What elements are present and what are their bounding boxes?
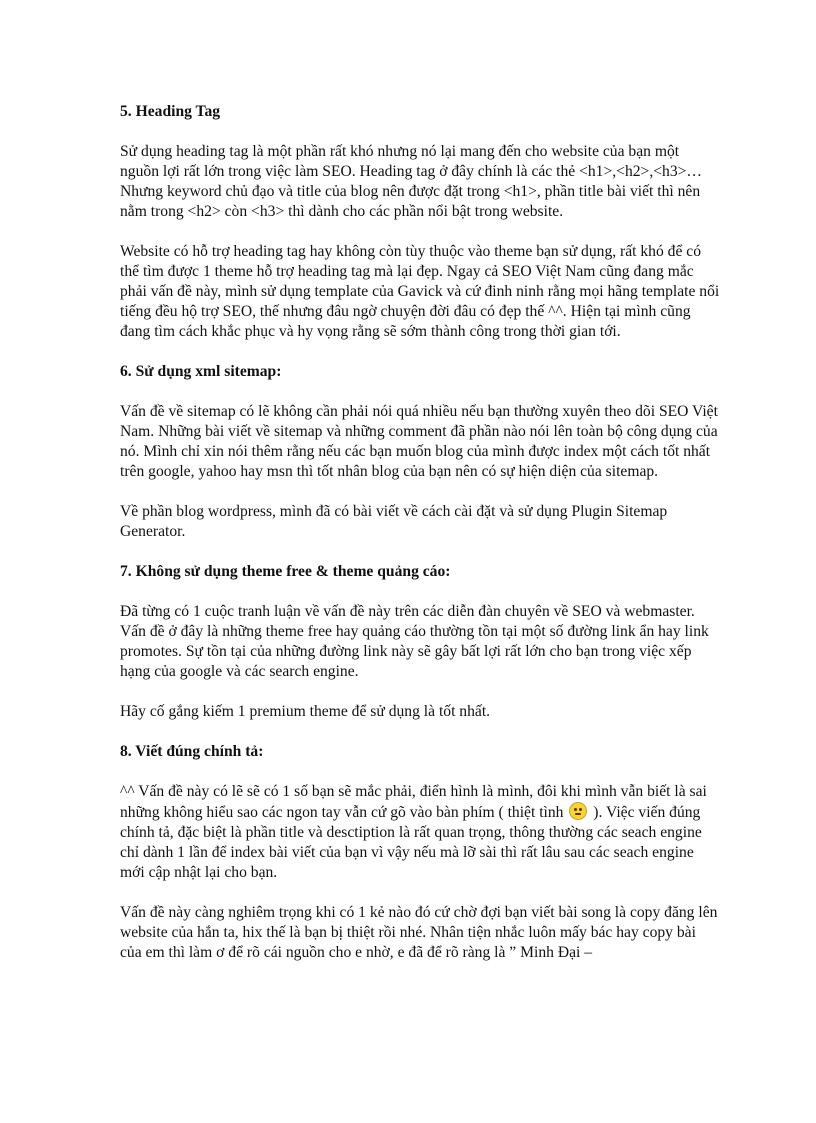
section-heading: 8. Viết đúng chính tả: [120, 743, 264, 760]
section-heading: 5. Heading Tag [120, 103, 221, 120]
paragraph: Về phần blog wordpress, mình đã có bài viết về cách cài đặt và sử dụng Plugin Sitemap Generator. [120, 503, 668, 540]
paragraph: Website có hỗ trợ heading tag hay không còn tùy thuộc vào theme bạn sử dụng, rất khó để có thể tìm được 1 theme hỗ trợ heading tag mà lại đẹp. Ngay cả SEO Việt Nam cũng đang mắc phải vấn đề này, mình sử dụng template của Gavick và cứ đinh ninh rằng mọi hãng template nổi tiếng đều hộ trợ SEO, thế nhưng đâu ngờ chuyện đời đâu có đẹp thế ^^. Hiện tại mình cũng đang tìm cách khắc phục và hy vọng rằng sẽ sớm thành công trong thời gian tới. [120, 243, 720, 340]
paragraph: Đã từng có 1 cuộc tranh luận về vấn đề này trên các diễn đàn chuyên về SEO và webmaster. Vấn đề ở đây là những theme free hay quảng cáo thường tồn tại một số đường link ẩn hay link promotes. Sự tồn tại của những đường link này sẽ gây bất lợi rất lớn cho bạn trong việc xếp hạng của google và các search engine. [120, 603, 709, 680]
paragraph-text-after: ). Việc viến đúng chính tả, đặc biệt là phần title và desctiption là rất quan trọng, thông thường các seach engine chỉ dành 1 lần để index bài viết của bạn vì vậy nếu mà lỡ sài thì rất lâu sau các seach engine mới cập nhật lại cho bạn. [120, 804, 702, 881]
paragraph: Hãy cố gắng kiếm 1 premium theme để sử dụng là tốt nhất. [120, 703, 491, 720]
document-page [120, 94, 720, 963]
paragraph: Vấn đề này càng nghiêm trọng khi có 1 kẻ nào đó cứ chờ đợi bạn viết bài song là copy đăng lên website của hắn ta, hix thế là bạn bị thiệt rồi nhé. Nhân tiện nhắc luôn mấy bác hay copy bài của em thì làm ơ để rõ cái nguồn cho e nhờ, e đã để rõ ràng là ” Minh Đại – [120, 904, 718, 961]
paragraph: Vấn đề về sitemap có lẽ không cần phải nói quá nhiều nếu bạn thường xuyên theo dõi SEO Việt Nam. Những bài viết về sitemap và những comment đã phần nào nói lên toàn bộ công dụng của nó. Mình chỉ xin nói thêm rằng nếu các bạn muốn blog của mình được index một cách tốt nhất trên google, yahoo hay msn thì tốt nhân blog của bạn nên có sự hiện diện của sitemap. [120, 403, 718, 480]
paragraph-with-emoticon [120, 782, 720, 883]
section-heading: 7. Không sử dụng theme free & theme quảng cáo: [120, 563, 451, 580]
smiley-icon [569, 802, 587, 820]
section-heading: 6. Sử dụng xml sitemap: [120, 363, 282, 380]
paragraph-text-before: ^^ Vấn đề này có lẽ sẽ có 1 số bạn sẽ mắc phải, điển hình là mình, đôi khi mình vẫn biết là sai những không hiểu sao các ngon tay vẫn cứ gõ vào bàn phím ( thiệt tình [120, 783, 707, 821]
paragraph: Sử dụng heading tag là một phần rất khó nhưng nó lại mang đến cho website của bạn một nguồn lợi rất lớn trong việc làm SEO. Heading tag ở đây chính là các thẻ <h1>,<h2>,<h3>… Nhưng keyword chủ đạo và title của blog nên được đặt trong <h1>, phần title bài viết thì nên nằm trong <h2> còn <h3> thì dành cho các phần nổi bật trong website. [120, 143, 703, 220]
